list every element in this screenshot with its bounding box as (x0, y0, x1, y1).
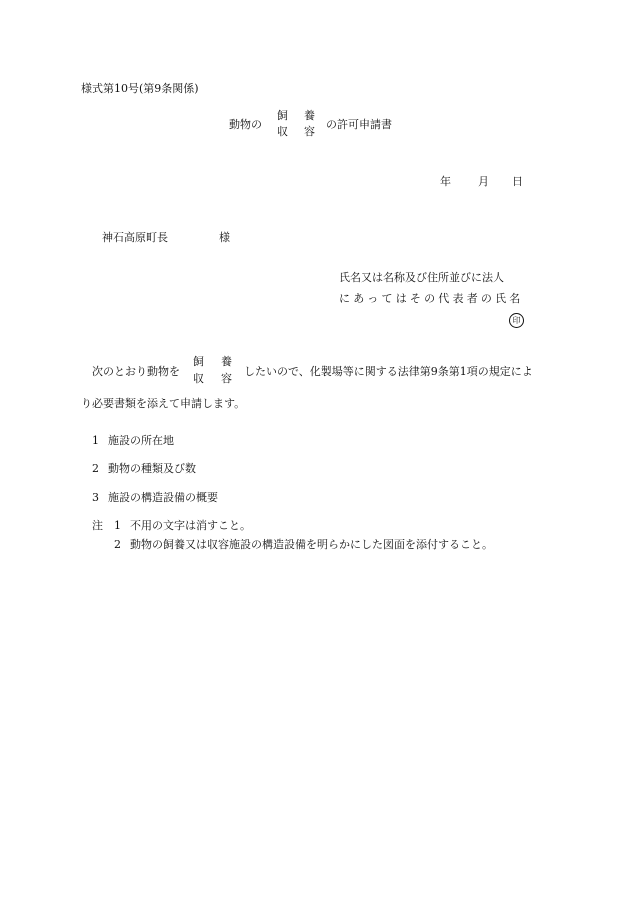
form-number: 様式第10号(第9条関係) (81, 82, 199, 95)
notes-label: 注 (92, 519, 103, 532)
applicant-line-2: にあってはその代表者の氏名 (339, 292, 524, 305)
title-option-bottom-2: 容 (304, 125, 315, 138)
item-number: 1 (92, 434, 99, 447)
seal-mark: 印 (509, 313, 524, 328)
title-prefix: 動物の (229, 118, 262, 131)
title-option-bottom-1: 収 (277, 125, 288, 138)
item-text: 施設の所在地 (108, 434, 174, 447)
body-line-1: したいので、化製場等に関する法律第9条第1項の規定によ (244, 365, 533, 378)
title-option-top-2: 養 (304, 109, 315, 122)
body-option-top-1: 飼 (193, 355, 204, 368)
title-option-top-1: 飼 (277, 109, 288, 122)
note-text: 動物の飼養又は収容施設の構造設備を明らかにした図面を添付すること。 (130, 538, 493, 551)
date-month: 月 (478, 175, 489, 188)
body-option-bottom-2: 容 (221, 372, 232, 385)
date-day: 日 (512, 175, 523, 188)
item-number: 2 (92, 462, 99, 475)
addressee-honorific: 様 (219, 231, 230, 244)
item-number: 3 (92, 491, 99, 504)
body-prefix: 次のとおり動物を (92, 365, 180, 378)
body-option-top-2: 養 (221, 355, 232, 368)
item-text: 施設の構造設備の概要 (108, 491, 218, 504)
item-text: 動物の種類及び数 (108, 462, 196, 475)
body-line-2: り必要書類を添えて申請します。 (81, 397, 246, 410)
date-year: 年 (440, 175, 451, 188)
body-option-bottom-1: 収 (193, 372, 204, 385)
title-suffix: の許可申請書 (326, 118, 392, 131)
addressee-name: 神石高原町長 (102, 231, 168, 244)
applicant-line-1: 氏名又は名称及び住所並びに法人 (339, 271, 504, 284)
note-number: 2 (114, 538, 121, 551)
note-number: 1 (114, 519, 121, 532)
note-text: 不用の文字は消すこと。 (130, 519, 251, 532)
